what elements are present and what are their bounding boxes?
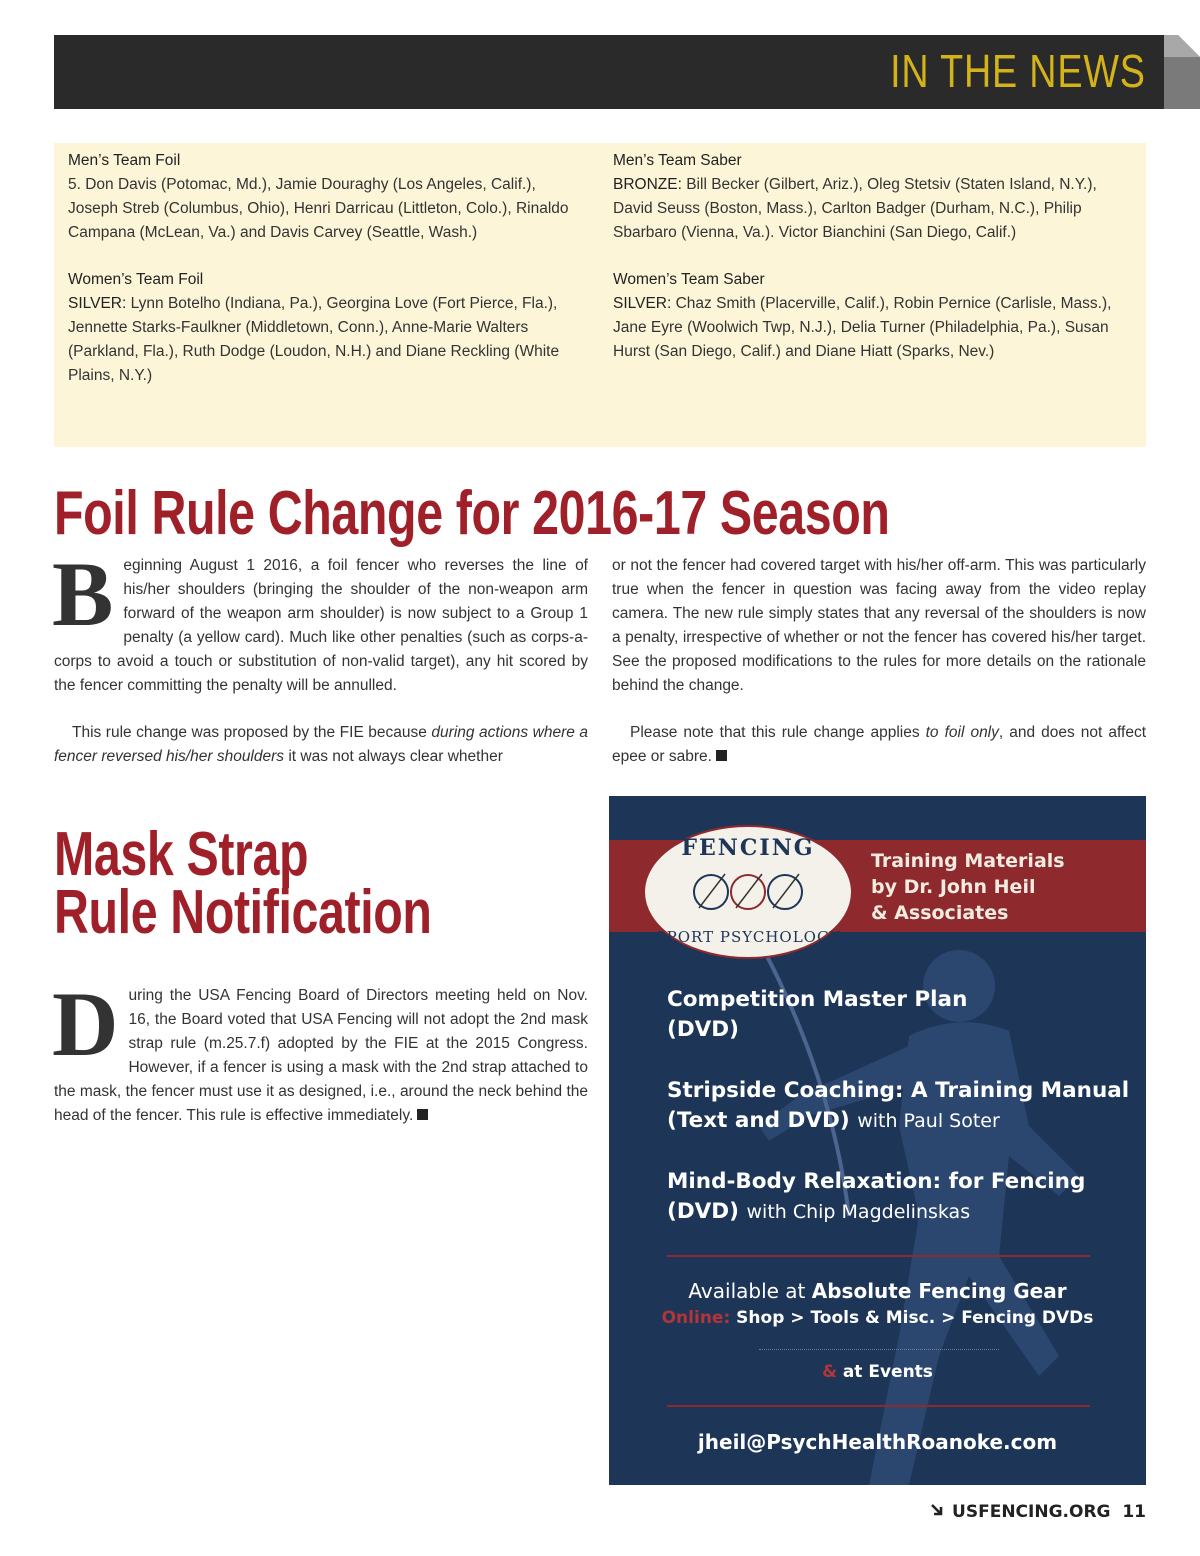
medal-label: SILVER: bbox=[68, 295, 127, 312]
band-line-3: & Associates bbox=[871, 902, 1009, 924]
online-path: Shop > Tools & Misc. > Fencing DVDs bbox=[736, 1308, 1094, 1328]
end-mark bbox=[716, 750, 727, 761]
result-mens-team-saber bbox=[613, 149, 1133, 245]
medal-label: BRONZE: bbox=[613, 176, 682, 193]
footer-site[interactable]: USFENCING.ORG bbox=[952, 1502, 1111, 1522]
arrow-down-right-icon bbox=[930, 1503, 944, 1517]
result-title: Women’s Team Foil bbox=[68, 271, 204, 288]
logo-top-text: FENCING bbox=[681, 835, 815, 861]
events-amp: & bbox=[822, 1362, 837, 1382]
ad-band-text bbox=[871, 848, 1065, 926]
result-title: Women’s Team Saber bbox=[613, 271, 765, 288]
ad-item-master-plan bbox=[667, 985, 967, 1045]
medal-label: SILVER: bbox=[613, 295, 672, 312]
section-title: IN THE NEWS bbox=[890, 45, 1146, 97]
banner-corner-tab bbox=[1164, 35, 1200, 109]
sport-psychology-ad[interactable] bbox=[609, 796, 1146, 1485]
band-line-1: Training Materials bbox=[871, 850, 1065, 872]
item-line-2: (DVD) bbox=[667, 1017, 739, 1042]
result-title: Men’s Team Foil bbox=[68, 152, 181, 169]
result-text: Bill Becker (Gilbert, Ariz.), Oleg Stetsiv (Staten Island, N.Y.), David Seuss (Boston, Mass.), Carlton Badger (Durham, N.C.), Philip Sbarbaro (Vienna, Va.). Victor Bianchini (San Diego, Calif.) bbox=[613, 176, 1097, 241]
ad-email-link[interactable]: jheil@PsychHealthRoanoke.com bbox=[697, 1430, 1058, 1454]
avail-store: Absolute Fencing Gear bbox=[811, 1279, 1067, 1303]
page-footer bbox=[930, 1502, 1146, 1522]
ad-availability bbox=[609, 1279, 1146, 1303]
end-mark bbox=[417, 1109, 428, 1120]
article1-column-left bbox=[52, 543, 588, 792]
article1-emphasis-foil: to foil only bbox=[925, 724, 999, 741]
result-title: Men’s Team Saber bbox=[613, 152, 742, 169]
band-line-2: by Dr. John Heil bbox=[871, 876, 1036, 898]
sport-psychology-logo bbox=[643, 822, 853, 962]
ad-dotted-divider bbox=[759, 1349, 999, 1350]
title-line-2: Rule Notification bbox=[54, 878, 432, 947]
article2-column bbox=[52, 973, 588, 1151]
page-number: 11 bbox=[1122, 1502, 1146, 1522]
logo-bottom-text: SPORT PSYCHOLOGY bbox=[655, 928, 841, 946]
item-line-2: (DVD) bbox=[667, 1199, 739, 1224]
article-title-mask-strap bbox=[54, 820, 432, 947]
article1-column-right bbox=[612, 554, 1146, 792]
result-mens-team-foil bbox=[68, 149, 588, 245]
results-box bbox=[54, 143, 1146, 447]
item-line-1: Mind-Body Relaxation: for Fencing bbox=[667, 1169, 1086, 1194]
item-line-1: Competition Master Plan bbox=[667, 987, 968, 1012]
drop-cap: B bbox=[52, 543, 114, 645]
item-line-2: (Text and DVD) bbox=[667, 1108, 850, 1133]
title-line-1: Mask Strap bbox=[54, 820, 309, 889]
article1-paragraph-2-end: it was not always clear whether bbox=[284, 748, 503, 765]
article1-paragraph-4-end: , and does not affect epee or sabre. bbox=[612, 724, 1146, 765]
article-title-foil-rule: Foil Rule Change for 2016-17 Season bbox=[54, 479, 890, 548]
drop-cap: D bbox=[52, 973, 119, 1075]
result-text: 5. Don Davis (Potomac, Md.), Jamie Douraghy (Los Angeles, Calif.), Joseph Streb (Columbus, Ohio), Henri Darricau (Littleton, Colo.), Rinaldo Campana (McLean, Va.) and Davis Carvey (Seattle, Wash.) bbox=[68, 176, 569, 241]
events-text: at Events bbox=[842, 1362, 933, 1382]
online-label: Online: bbox=[661, 1308, 731, 1328]
item-line-1: Stripside Coaching: A Training Manual bbox=[667, 1078, 1130, 1103]
article1-paragraph-2: This rule change was proposed by the FIE because bbox=[72, 724, 432, 741]
article1-paragraph-4: Please note that this rule change applies bbox=[630, 724, 926, 741]
ad-divider bbox=[667, 1405, 1090, 1407]
ad-item-stripside-coaching bbox=[667, 1076, 1129, 1136]
item-author: with Chip Magdelinskas bbox=[746, 1201, 971, 1223]
ad-online-path[interactable] bbox=[609, 1308, 1146, 1328]
article1-paragraph-1: eginning August 1 2016, a foil fencer who reverses the line of his/her shoulders (bringing the shoulder of the non-weapon arm forward of the weapon arm shoulder) is now subject to a Group 1 penalty (a yellow card). Much like other penalties (such as corps-a-corps to avoid a touch or substitution of non-valid target), any hit scored by the fencer committing the penalty will be annulled. bbox=[54, 557, 588, 694]
article2-paragraph-1: uring the USA Fencing Board of Directors meeting held on Nov. 16, the Board voted that USA Fencing will not adopt the 2nd mask strap rule (m.25.7.f) adopted by the FIE at the 2015 Congress. However, if a fencer is using a mask with the 2nd strap attached to the mask, the fencer must use it as designed, i.e., around the neck behind the head of the fencer. This rule is effective immediately. bbox=[54, 987, 588, 1124]
ad-item-mind-body bbox=[667, 1167, 1085, 1227]
result-womens-team-saber bbox=[613, 268, 1133, 364]
result-womens-team-foil bbox=[68, 268, 588, 388]
item-author: with Paul Soter bbox=[857, 1110, 1000, 1132]
ad-divider bbox=[667, 1255, 1090, 1257]
ad-events bbox=[609, 1362, 1146, 1382]
result-text: Lynn Botelho (Indiana, Pa.), Georgina Love (Fort Pierce, Fla.), Jennette Starks-Faulkner (Middletown, Conn.), Anne-Marie Walters (Parkland, Fla.), Ruth Dodge (Loudon, N.H.) and Diane Reckling (White Plains, N.Y.) bbox=[68, 295, 560, 384]
result-text: Chaz Smith (Placerville, Calif.), Robin Pernice (Carlisle, Mass.), Jane Eyre (Woolwich Twp, N.J.), Delia Turner (Philadelphia, Pa.), Susan Hurst (San Diego, Calif.) and Diane Hiatt (Sparks, Nev.) bbox=[613, 295, 1112, 360]
article1-paragraph-3: or not the fencer had covered target with his/her off-arm. This was particularly true when the fencer in question was facing away from the video replay camera. The new rule simply states that any reversal of the shoulders is now a penalty, irrespective of whether or not the fencer has covered his/her target. See the proposed modifications to the rules for more details on the rationale behind the change. bbox=[612, 557, 1146, 694]
article1-emphasis: during actions where a fencer reversed his/her shoulders bbox=[54, 724, 588, 765]
avail-prefix: Available at bbox=[688, 1279, 812, 1303]
